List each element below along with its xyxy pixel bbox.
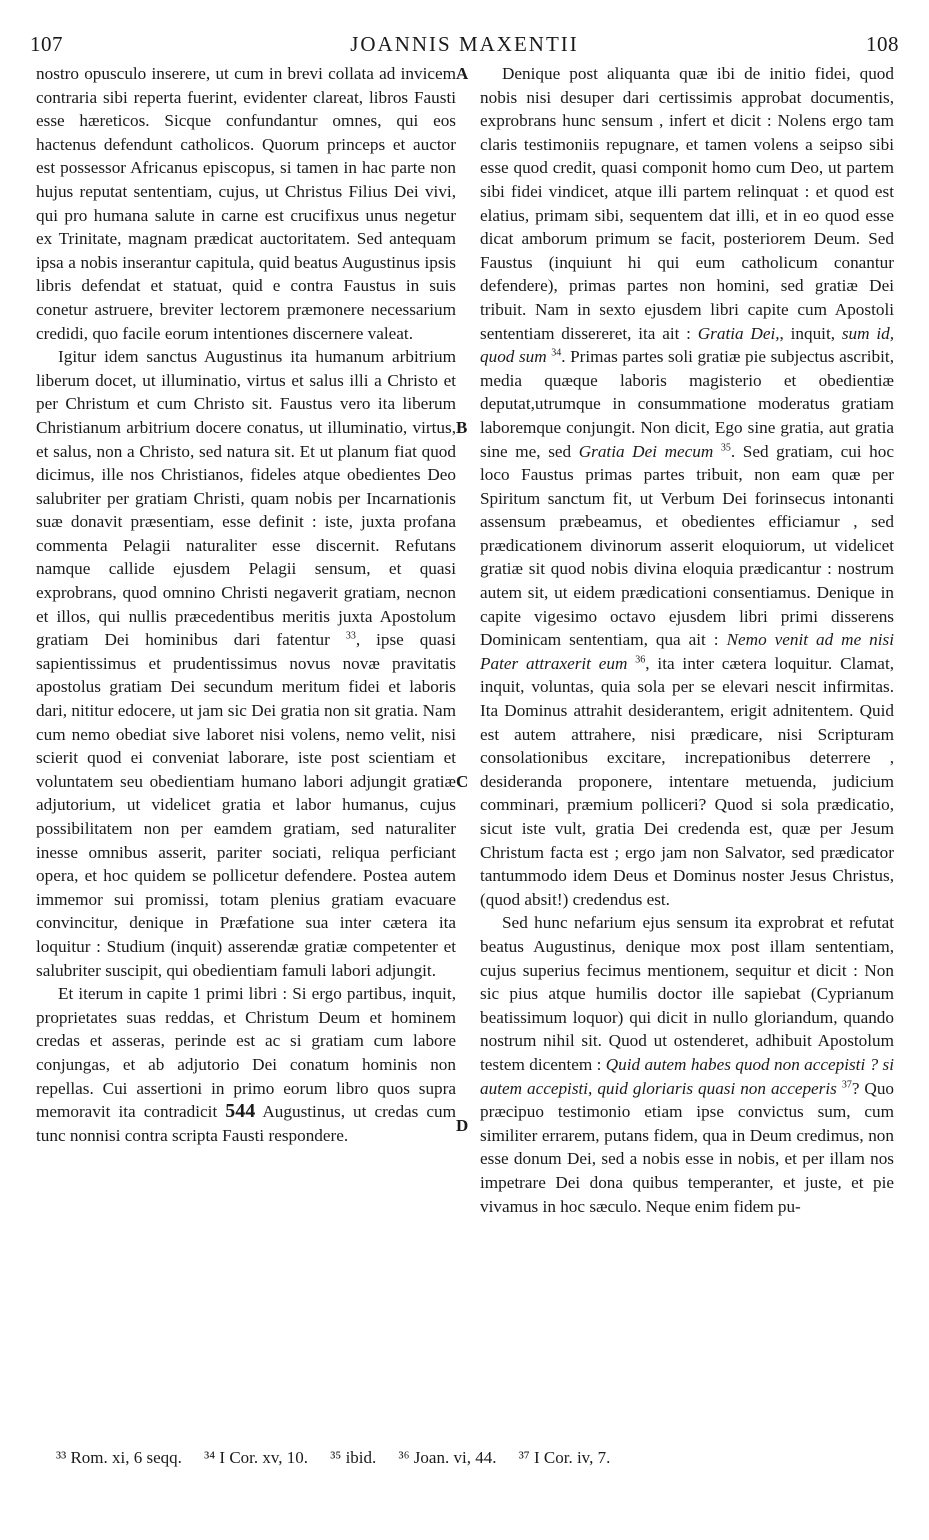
column-number-544: 544	[225, 1100, 256, 1123]
quote-nemo-venit: Nemo venit ad me nisi Pater attraxerit eum	[480, 630, 895, 673]
running-title: JOANNIS MAXENTII	[350, 32, 579, 56]
left-column	[36, 62, 456, 1147]
footnote-ref-33: 33	[345, 630, 356, 642]
right-paragraph-1-text-a: Denique post aliquanta quæ ibi de initio fidei, quod nobis nisi desuper dari certissimis approbat documentis, exprobrans hunc sensum , infert et dicit : Nolens ergo tam claris testimoniis repugnare, et tamen volens a seipso sibi esse quod credit, quasi componit homo cum Deo, ut partem sibi fidei vindicet, atque illi partem relinquat : et quod est elatius, primam sibi, sequentem dat illi, et in eo quod esse dicat amborum primum se facit, posteriorem Deum. Sed Faustus (inquiunt hi qui eum catholicum conantur defendere), primas partes non homini, sed gratiæ Dei tribuit. Nam in sexto ejusdem libri capite cum Apostoli sententiam dissereret, ita ait :	[480, 64, 894, 343]
left-paragraph-3-text-b: Augustinus, ut credas cum tunc nonnisi contra scripta Fausti respondere.	[36, 1102, 456, 1145]
left-paragraph-2	[36, 345, 456, 982]
quote-gratia-dei: Gratia Dei,	[697, 323, 780, 343]
margin-letter-b: B	[456, 418, 468, 437]
right-paragraph-2	[480, 911, 894, 1218]
footnote-34: ³⁴ I Cor. xv, 10.	[204, 1448, 309, 1467]
right-paragraph-1-text-d: . Sed gratiam, cui hoc loco Faustus primas partes tribuit, non eam quæ per Spiritum sanctum fit, ut Verbum Dei forinsecus intonanti assensum præbeamus, et obedientes efficiamur , sed prædicationem divinorum asserit eloquiorum, ut videlicet gratiæ sit quod nobis divina eloquia prædicantur : nostrum autem sit, ut eidem prædicationi consentiamus. Denique in capite vigesimo octavo ejusdem libri primi disserens Dominicam sententiam, qua ait :	[480, 441, 894, 650]
right-paragraph-2-text-a: Sed hunc nefarium ejus sensum ita exprobrat et refutat beatus Augustinus, denique mox post illam sententiam, cujus superius fecimus mentionem, sequitur et dicit : Non sic pius atque humilis doctor ille sapiebat (Cyprianum beatissimum loquor) qui dicit in nullo gloriandum, quando nostrum nihil sit. Quod ut ostenderet, adhibuit Apostolum testem dicentem :	[480, 913, 894, 1074]
footnote-35: ³⁵ ibid.	[330, 1448, 377, 1467]
page-number-right: 108	[866, 32, 899, 56]
footnote-ref-34: 34	[551, 347, 562, 359]
footnotes	[56, 1448, 889, 1468]
quote-quid-autem-habes: Quid autem habes quod non accepisti ? si autem accepisti, quid gloriaris quasi non acceperis	[480, 1054, 895, 1098]
footnote-ref-35: 35	[720, 441, 731, 453]
margin-letter-d: D	[456, 1116, 469, 1135]
right-column	[480, 62, 894, 1218]
right-paragraph-2-text-b: ? Quo præcipuo testimonio etiam ipse convictus sum, cum similiter errarem, putans fidem, qua in Deum credimus, non esse donum Dei, sed a nobis esse in nobis, et per illam nos impetrare Dei dona quibus temperanter, et juste, et pie vivamus in hoc sæculo. Neque enim fidem pu-	[480, 1078, 895, 1216]
right-paragraph-1-text-c: . Primas partes soli gratiæ pie subjectus ascribit, media quæque laboris magisterio et obedientiæ deputat,utrumque in consummatione moderatus gratiam laboremque conjungit. Non dicit, Ego sine gratia, aut gratia sine me, sed	[480, 347, 894, 461]
margin-letter-c: C	[456, 772, 469, 791]
quote-gratia-dei-mecum: Gratia Dei mecum	[578, 441, 714, 461]
margin-letter-a: A	[456, 64, 469, 83]
footnote-37: ³⁷ I Cor. iv, 7.	[518, 1448, 611, 1467]
quote-sum-id: sum id, quod sum	[480, 323, 895, 367]
right-paragraph-1-text-e: , ita inter cætera loquitur. Clamat, inquit, voluntas, quia sola per se elevari nescit infirmitas. Ita Dominus attrahit desiderantem, erigit adnitentem. Quid est autem attrahere, nisi prædicare, nisi Scripturam consolationibus excitare, increpationibus deterrere , desideranda proponere, intentare metuenda, judicium comminari, præmium polliceri? Quod si sola prædicatio, sicut iste vult, gratia Dei credenda est, quæ per Jesum Christum facta est ; ergo jam non Salvator, sed prædicator tantummodo idem Deus et Dominus noster Jesus Christus, (quod absit!) credendus est.	[480, 653, 895, 909]
footnote-ref-37: 37	[841, 1078, 852, 1090]
left-paragraph-3	[36, 982, 456, 1147]
right-paragraph-1	[480, 62, 894, 911]
footnote-33: ³³ Rom. xi, 6 seqq.	[56, 1448, 182, 1467]
left-paragraph-2-text-a: Igitur idem sanctus Augustinus ita humanum arbitrium liberum docet, ut illuminatio, virtus et salus illi a Christo et per Christum et cum Christo sit. Faustus vero ita liberum Christianum arbitrium docere conatus, ut illuminatio, virtus, et salus, non a Christo, sed natura sit. Et ut planum fiat quod dicimus, ille nos Christianos, fideles atque obedientes Deo salubriter per gratiam Christi, quam nobis per Incarnationis suæ donavit præsentiam, esse definit : iste, juxta profana commenta Pelagii naturaliter esse discernit. Refutans namque callide ejusdem Pelagii sensum, et quasi exprobrans, quod omnino Christi negaverit gratiam, necnon et illos, qui nullis præcedentibus meritis juxta Apostolum gratiam Dei hominibus dari fatentur	[36, 347, 456, 650]
footnote-36: ³⁶ Joan. vi, 44.	[398, 1448, 497, 1467]
left-paragraph-3-text-a: Et iterum in capite 1 primi libri : Si ergo partibus, inquit, proprietates suas reddas, et Christum Deum et hominem credas et asseras, perinde est ac si gratiam cum labore conjungas, et ab adjutorio Dei conatum hominis non repellas. Cui assertioni in primo eorum libro quos supra memoravit ita contradicit	[36, 984, 456, 1122]
left-paragraph-1: nostro opusculo inserere, ut cum in brevi collata ad invicem contraria sibi reperta fuerint, evidenter clareat, libros Fausti esse hæreticos. Sicque confundantur omnes, qui eos hactenus defendunt catholicos. Quorum princeps et auctor est possessor Africanus episcopus, si tamen in hac parte non hujus reputat sententiam, cujus, ut Christus Filius Dei vivi, qui pro humana salute in carne est crucifixus unus negetur ex Trinitate, magnam prædicat auctoritatem. Sed antequam ipsa a nobis inserantur capitula, quid beatus Augustinus ipsis libris defendat et statuat, quid e contra Faustus in suis conetur astruere, breviter lectorem præmonere necessarium credidi, quo facile eorum intentiones discernere valeat.	[36, 64, 456, 343]
footnote-ref-36: 36	[635, 654, 646, 666]
left-paragraph-2-text-b: , ipse quasi sapientissimus et prudentissimus novus novæ pravitatis apostolus gratiam Dei secundum meritum fidei et laboris dari, nititur edocere, ut jam sic Dei gratia non sit gratia. Nam cum nemo obediat sive laboret nisi volens, nemo velit, nisi scierit quod ei conveniat laborare, iste post scientiam et voluntatem seu obedientiam humano labori adjungit gratiæ adjutorium, ut videlicet gratia et labor humanus, cujus possibilitatem non per eamdem gratiam, sed naturaliter inesse omnibus asserit, pariter sociati, reliqua perficiant opera, et hoc quidem se pollicetur defendere. Postea autem immemor sui promissi, totam plenius gratiam evacuare convincitur, denique in Præfatione sua inter cætera ita loquitur : Studium (inquit) asserendæ gratiæ competenter et salubriter suscipit, qui obedientiam famuli labori adjungit.	[36, 630, 456, 980]
page-number-left: 107	[30, 32, 63, 56]
right-paragraph-1-text-b: , inquit,	[779, 323, 836, 343]
running-header	[30, 32, 899, 62]
